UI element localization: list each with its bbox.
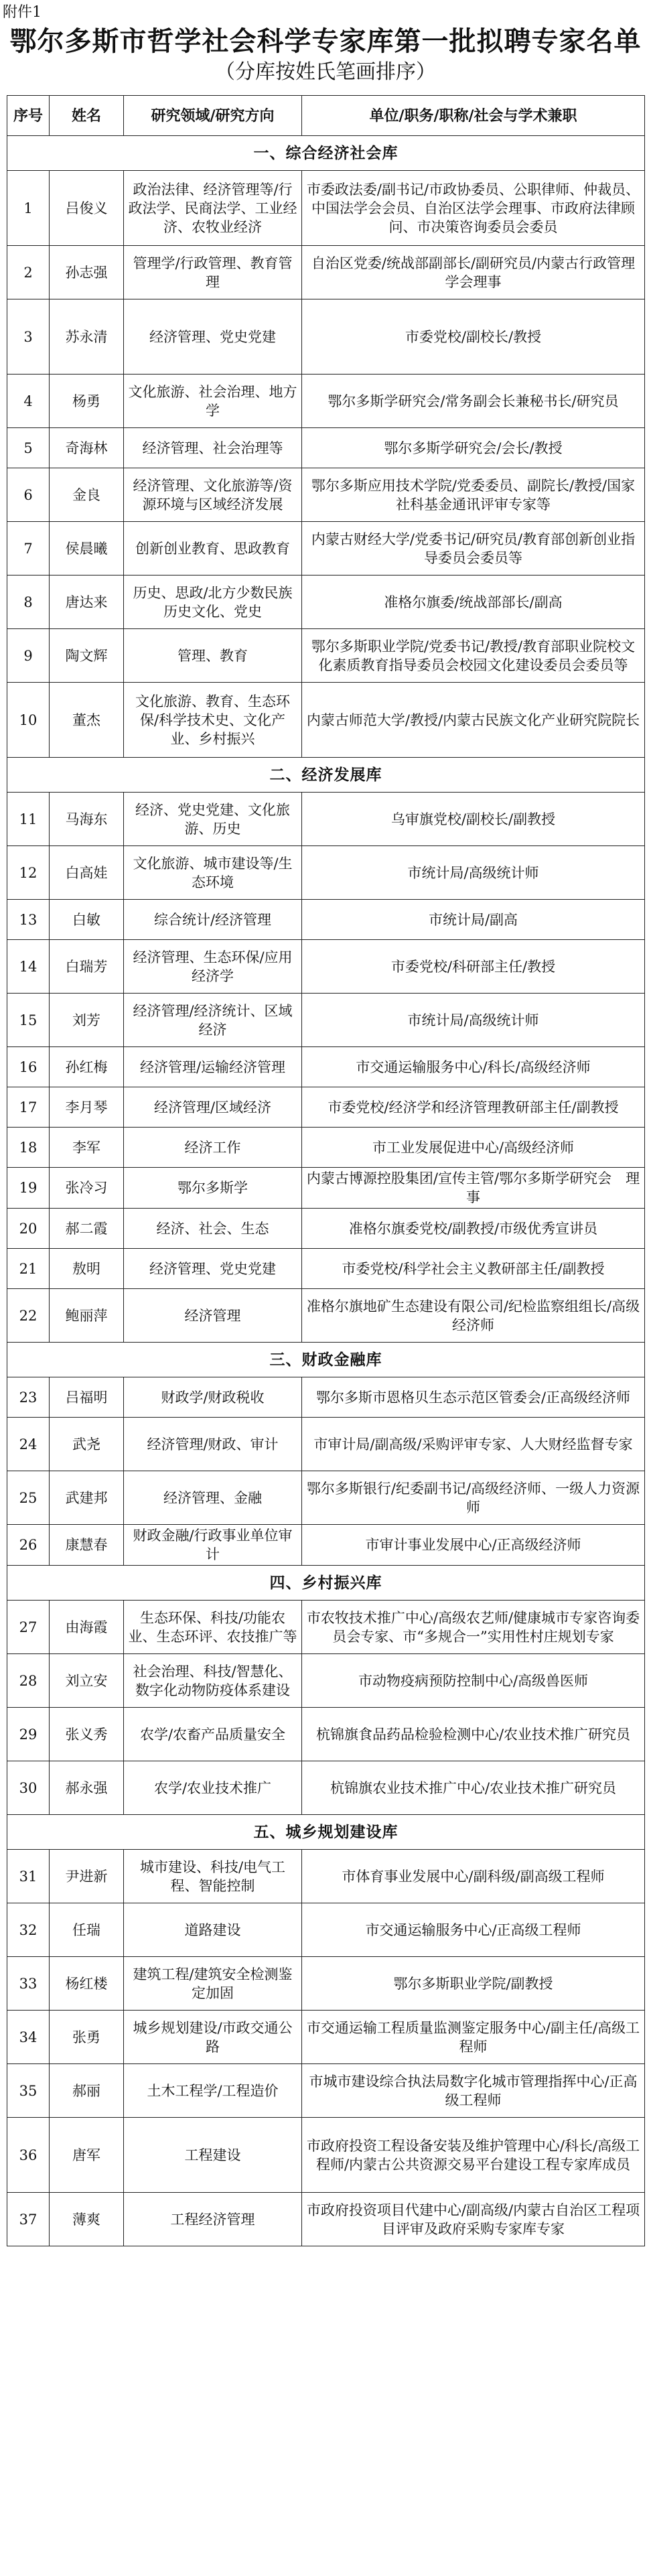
cell-field: 文化旅游、教育、生态环保/科学技术史、文化产业、乡村振兴 xyxy=(124,683,302,758)
cell-name: 李军 xyxy=(50,1128,124,1168)
cell-field: 管理学/行政管理、教育管理 xyxy=(124,246,302,299)
cell-name: 张勇 xyxy=(50,2011,124,2064)
cell-name: 白敏 xyxy=(50,900,124,940)
section-title: 一、综合经济社会库 xyxy=(7,136,645,171)
section-row xyxy=(7,1566,645,1601)
cell-field: 经济管理/运输经济管理 xyxy=(124,1047,302,1087)
cell-unit: 市审计事业发展中心/正高级经济师 xyxy=(302,1525,645,1566)
table-row xyxy=(7,171,645,246)
cell-index: 15 xyxy=(7,994,50,1047)
cell-field: 经济管理、生态环保/应用经济学 xyxy=(124,940,302,994)
cell-index: 6 xyxy=(7,468,50,522)
cell-field: 道路建设 xyxy=(124,1903,302,1957)
cell-index: 37 xyxy=(7,2193,50,2246)
cell-name: 鲍丽萍 xyxy=(50,1289,124,1343)
cell-field: 经济管理、党史党建 xyxy=(124,299,302,375)
cell-unit: 鄂尔多斯学研究会/会长/教授 xyxy=(302,428,645,468)
cell-field: 管理、教育 xyxy=(124,629,302,683)
cell-unit: 鄂尔多斯银行/纪委副书记/高级经济师、一级人力资源师 xyxy=(302,1471,645,1525)
cell-unit: 市统计局/高级统计师 xyxy=(302,994,645,1047)
table-row xyxy=(7,1209,645,1249)
cell-unit: 准格尔旗地矿生态建设有限公司/纪检监察组组长/高级经济师 xyxy=(302,1289,645,1343)
table-row xyxy=(7,846,645,900)
cell-field: 经济管理、党史党建 xyxy=(124,1249,302,1289)
cell-unit: 鄂尔多斯应用技术学院/党委委员、副院长/教授/国家社科基金通讯评审专家等 xyxy=(302,468,645,522)
cell-name: 郝二霞 xyxy=(50,1209,124,1249)
table-row xyxy=(7,375,645,428)
cell-unit: 市政府投资项目代建中心/副高级/内蒙古自治区工程项目评审及政府采购专家库专家 xyxy=(302,2193,645,2246)
cell-name: 薄爽 xyxy=(50,2193,124,2246)
table-row xyxy=(7,900,645,940)
cell-unit: 鄂尔多斯职业学院/党委书记/教授/教育部职业院校文化素质教育指导委员会校园文化建设委员会委员等 xyxy=(302,629,645,683)
cell-name: 孙红梅 xyxy=(50,1047,124,1087)
cell-name: 奇海林 xyxy=(50,428,124,468)
cell-name: 董杰 xyxy=(50,683,124,758)
cell-index: 4 xyxy=(7,375,50,428)
cell-name: 杨勇 xyxy=(50,375,124,428)
cell-field: 工程经济管理 xyxy=(124,2193,302,2246)
cell-name: 金良 xyxy=(50,468,124,522)
table-row xyxy=(7,2011,645,2064)
table-row xyxy=(7,1087,645,1128)
table-body xyxy=(7,136,645,2246)
cell-name: 吕福明 xyxy=(50,1377,124,1418)
cell-name: 郝永强 xyxy=(50,1761,124,1815)
cell-field: 财政金融/行政事业单位审计 xyxy=(124,1525,302,1566)
cell-name: 苏永清 xyxy=(50,299,124,375)
cell-unit: 市工业发展促进中心/高级经济师 xyxy=(302,1128,645,1168)
header-unit: 单位/职务/职称/社会与学术兼职 xyxy=(302,96,645,136)
section-row xyxy=(7,1815,645,1850)
cell-unit: 内蒙古师范大学/教授/内蒙古民族文化产业研究院院长 xyxy=(302,683,645,758)
cell-name: 白高娃 xyxy=(50,846,124,900)
cell-index: 5 xyxy=(7,428,50,468)
table-row xyxy=(7,2118,645,2193)
table-row xyxy=(7,299,645,375)
cell-field: 经济、社会、生态 xyxy=(124,1209,302,1249)
cell-index: 17 xyxy=(7,1087,50,1128)
section-row xyxy=(7,758,645,793)
cell-unit: 市交通运输工程质量监测鉴定服务中心/副主任/高级工程师 xyxy=(302,2011,645,2064)
table-row xyxy=(7,940,645,994)
section-row xyxy=(7,1343,645,1377)
cell-unit: 鄂尔多斯职业学院/副教授 xyxy=(302,1957,645,2011)
table-row xyxy=(7,629,645,683)
cell-field: 经济管理/财政、审计 xyxy=(124,1418,302,1471)
cell-field: 城市建设、科技/电气工程、智能控制 xyxy=(124,1850,302,1903)
cell-field: 工程建设 xyxy=(124,2118,302,2193)
cell-index: 32 xyxy=(7,1903,50,1957)
cell-name: 孙志强 xyxy=(50,246,124,299)
cell-index: 8 xyxy=(7,575,50,629)
cell-name: 刘立安 xyxy=(50,1654,124,1708)
cell-name: 由海霞 xyxy=(50,1601,124,1654)
cell-unit: 市农牧技术推广中心/高级农艺师/健康城市专家咨询委员会专家、市“多规合一”实用性村庄规划专家 xyxy=(302,1601,645,1654)
cell-name: 侯晨曦 xyxy=(50,522,124,575)
cell-unit: 鄂尔多斯学研究会/常务副会长兼秘书长/研究员 xyxy=(302,375,645,428)
cell-field: 文化旅游、城市建设等/生态环境 xyxy=(124,846,302,900)
cell-index: 19 xyxy=(7,1168,50,1209)
cell-index: 27 xyxy=(7,1601,50,1654)
cell-index: 24 xyxy=(7,1418,50,1471)
cell-unit: 市交通运输服务中心/科长/高级经济师 xyxy=(302,1047,645,1087)
expert-table xyxy=(7,95,645,2246)
cell-unit: 乌审旗党校/副校长/副教授 xyxy=(302,793,645,846)
cell-index: 16 xyxy=(7,1047,50,1087)
cell-unit: 市审计局/副高级/采购评审专家、人大财经监督专家 xyxy=(302,1418,645,1471)
table-row xyxy=(7,1708,645,1761)
table-row xyxy=(7,1289,645,1343)
header-index: 序号 xyxy=(7,96,50,136)
cell-index: 20 xyxy=(7,1209,50,1249)
table-row xyxy=(7,1654,645,1708)
cell-index: 29 xyxy=(7,1708,50,1761)
cell-field: 经济管理 xyxy=(124,1289,302,1343)
table-row xyxy=(7,1957,645,2011)
table-row xyxy=(7,994,645,1047)
page-subtitle: （分库按姓氏笔画排序） xyxy=(215,60,436,84)
cell-unit: 市统计局/副高 xyxy=(302,900,645,940)
cell-unit: 市委党校/科研部主任/教授 xyxy=(302,940,645,994)
cell-name: 张义秀 xyxy=(50,1708,124,1761)
section-title: 三、财政金融库 xyxy=(7,1343,645,1377)
cell-name: 白瑞芳 xyxy=(50,940,124,994)
page-title: 鄂尔多斯市哲学社会科学专家库第一批拟聘专家名单 xyxy=(9,25,642,57)
cell-index: 33 xyxy=(7,1957,50,2011)
cell-name: 杨红楼 xyxy=(50,1957,124,2011)
cell-field: 历史、思政/北方少数民族历史文化、党史 xyxy=(124,575,302,629)
table-row xyxy=(7,1471,645,1525)
cell-name: 唐达来 xyxy=(50,575,124,629)
table-row xyxy=(7,1047,645,1087)
table-row xyxy=(7,2193,645,2246)
cell-name: 唐军 xyxy=(50,2118,124,2193)
table-row xyxy=(7,2064,645,2118)
cell-unit: 准格尔旗委/统战部部长/副高 xyxy=(302,575,645,629)
section-title: 四、乡村振兴库 xyxy=(7,1566,645,1601)
cell-field: 土木工程学/工程造价 xyxy=(124,2064,302,2118)
cell-unit: 市委政法委/副书记/市政协委员、公职律师、仲裁员、中国法学会会员、自治区法学会理事、市政府法律顾问、市决策咨询委员会委员 xyxy=(302,171,645,246)
table-row xyxy=(7,1168,645,1209)
cell-name: 李月琴 xyxy=(50,1087,124,1128)
cell-index: 34 xyxy=(7,2011,50,2064)
cell-index: 9 xyxy=(7,629,50,683)
cell-unit: 鄂尔多斯市恩格贝生态示范区管委会/正高级经济师 xyxy=(302,1377,645,1418)
cell-field: 财政学/财政税收 xyxy=(124,1377,302,1418)
cell-name: 武尧 xyxy=(50,1418,124,1471)
cell-name: 张冷习 xyxy=(50,1168,124,1209)
cell-field: 经济管理、金融 xyxy=(124,1471,302,1525)
cell-index: 35 xyxy=(7,2064,50,2118)
cell-unit: 市统计局/高级统计师 xyxy=(302,846,645,900)
cell-index: 1 xyxy=(7,171,50,246)
table-row xyxy=(7,1761,645,1815)
cell-index: 23 xyxy=(7,1377,50,1418)
cell-field: 政治法律、经济管理等/行政法学、民商法学、工业经济、农牧业经济 xyxy=(124,171,302,246)
table-row xyxy=(7,246,645,299)
cell-field: 经济管理/区域经济 xyxy=(124,1087,302,1128)
cell-unit: 市交通运输服务中心/正高级工程师 xyxy=(302,1903,645,1957)
table-row xyxy=(7,575,645,629)
cell-field: 综合统计/经济管理 xyxy=(124,900,302,940)
section-title: 五、城乡规划建设库 xyxy=(7,1815,645,1850)
table-row xyxy=(7,683,645,758)
table-row xyxy=(7,793,645,846)
cell-index: 10 xyxy=(7,683,50,758)
table-row xyxy=(7,1525,645,1566)
cell-name: 尹进新 xyxy=(50,1850,124,1903)
cell-field: 社会治理、科技/智慧化、数字化动物防疫体系建设 xyxy=(124,1654,302,1708)
table-row xyxy=(7,522,645,575)
cell-field: 生态环保、科技/功能农业、生态环评、农技推广等 xyxy=(124,1601,302,1654)
cell-unit: 准格尔旗委党校/副教授/市级优秀宣讲员 xyxy=(302,1209,645,1249)
cell-name: 马海东 xyxy=(50,793,124,846)
cell-name: 武建邦 xyxy=(50,1471,124,1525)
cell-name: 陶文辉 xyxy=(50,629,124,683)
table-row xyxy=(7,1903,645,1957)
cell-index: 22 xyxy=(7,1289,50,1343)
cell-field: 农学/农业技术推广 xyxy=(124,1761,302,1815)
header-name: 姓名 xyxy=(50,96,124,136)
cell-index: 31 xyxy=(7,1850,50,1903)
table-row xyxy=(7,1601,645,1654)
header-field: 研究领域/研究方向 xyxy=(124,96,302,136)
cell-unit: 杭锦旗农业技术推广中心/农业技术推广研究员 xyxy=(302,1761,645,1815)
table-row xyxy=(7,468,645,522)
cell-field: 文化旅游、社会治理、地方学 xyxy=(124,375,302,428)
cell-index: 7 xyxy=(7,522,50,575)
cell-index: 30 xyxy=(7,1761,50,1815)
cell-name: 敖明 xyxy=(50,1249,124,1289)
cell-unit: 市委党校/科学社会主义教研部主任/副教授 xyxy=(302,1249,645,1289)
cell-index: 21 xyxy=(7,1249,50,1289)
cell-name: 任瑞 xyxy=(50,1903,124,1957)
cell-field: 鄂尔多斯学 xyxy=(124,1168,302,1209)
table-header-row xyxy=(7,96,645,136)
cell-index: 26 xyxy=(7,1525,50,1566)
section-title: 二、经济发展库 xyxy=(7,758,645,793)
cell-index: 36 xyxy=(7,2118,50,2193)
cell-field: 经济工作 xyxy=(124,1128,302,1168)
table-row xyxy=(7,1418,645,1471)
cell-unit: 内蒙古博源控股集团/宣传主管/鄂尔多斯学研究会 理事 xyxy=(302,1168,645,1209)
cell-field: 经济管理/经济统计、区域经济 xyxy=(124,994,302,1047)
cell-index: 11 xyxy=(7,793,50,846)
cell-unit: 市委党校/副校长/教授 xyxy=(302,299,645,375)
cell-name: 刘芳 xyxy=(50,994,124,1047)
attachment-label: 附件1 xyxy=(3,4,42,21)
table-row xyxy=(7,1249,645,1289)
cell-index: 25 xyxy=(7,1471,50,1525)
cell-unit: 市体育事业发展中心/副科级/副高级工程师 xyxy=(302,1850,645,1903)
section-row xyxy=(7,136,645,171)
cell-index: 14 xyxy=(7,940,50,994)
cell-field: 经济管理、社会治理等 xyxy=(124,428,302,468)
cell-unit: 市政府投资工程设备安装及维护管理中心/科长/高级工程师/内蒙古公共资源交易平台建设工程专家库成员 xyxy=(302,2118,645,2193)
cell-field: 农学/农畜产品质量安全 xyxy=(124,1708,302,1761)
table-row xyxy=(7,428,645,468)
cell-unit: 市动物疫病预防控制中心/高级兽医师 xyxy=(302,1654,645,1708)
cell-name: 吕俊义 xyxy=(50,171,124,246)
cell-unit: 杭锦旗食品药品检验检测中心/农业技术推广研究员 xyxy=(302,1708,645,1761)
table-row xyxy=(7,1128,645,1168)
cell-unit: 内蒙古财经大学/党委书记/研究员/教育部创新创业指导委员会委员等 xyxy=(302,522,645,575)
cell-unit: 市委党校/经济学和经济管理教研部主任/副教授 xyxy=(302,1087,645,1128)
cell-unit: 自治区党委/统战部副部长/副研究员/内蒙古行政管理学会理事 xyxy=(302,246,645,299)
cell-field: 经济管理、文化旅游等/资源环境与区域经济发展 xyxy=(124,468,302,522)
table-row xyxy=(7,1850,645,1903)
cell-field: 创新创业教育、思政教育 xyxy=(124,522,302,575)
cell-index: 13 xyxy=(7,900,50,940)
cell-unit: 市城市建设综合执法局数字化城市管理指挥中心/正高级工程师 xyxy=(302,2064,645,2118)
cell-index: 3 xyxy=(7,299,50,375)
cell-index: 2 xyxy=(7,246,50,299)
cell-field: 城乡规划建设/市政交通公路 xyxy=(124,2011,302,2064)
cell-index: 18 xyxy=(7,1128,50,1168)
cell-field: 建筑工程/建筑安全检测鉴定加固 xyxy=(124,1957,302,2011)
cell-index: 12 xyxy=(7,846,50,900)
table-row xyxy=(7,1377,645,1418)
cell-name: 郝丽 xyxy=(50,2064,124,2118)
cell-name: 康慧春 xyxy=(50,1525,124,1566)
cell-index: 28 xyxy=(7,1654,50,1708)
cell-field: 经济、党史党建、文化旅游、历史 xyxy=(124,793,302,846)
